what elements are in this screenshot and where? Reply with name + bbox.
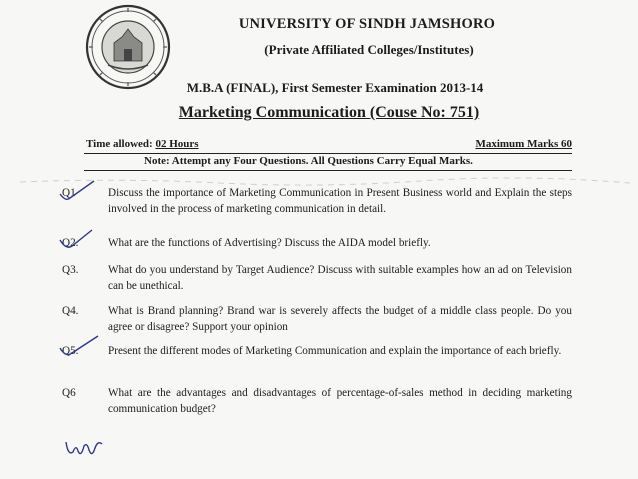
question-text: What is Brand planning? Brand war is severely affects the budget of a middle class people. Do you agree or disagree? Support your opinion — [108, 305, 572, 333]
question-text: Present the different modes of Marketing Communication and explain the importance of each briefly. — [108, 345, 562, 357]
university-name: UNIVERSITY OF SINDH JAMSHORO — [238, 16, 496, 32]
question-number: Q3. — [62, 264, 79, 276]
divider — [84, 170, 572, 171]
maximum-marks: Maximum Marks 60 — [475, 138, 572, 150]
time-value: 02 Hours — [155, 138, 199, 150]
question-text: What do you understand by Target Audience? Discuss with suitable examples how an ad on Television can be unethical. — [108, 264, 572, 292]
question-number: Q2. — [62, 237, 79, 249]
question-number: Q6 — [62, 387, 76, 399]
question-number: Q1 — [62, 187, 76, 199]
instructions-note: Note: Attempt any Four Questions. All Questions Carry Equal Marks. — [144, 155, 473, 167]
exam-meta — [84, 138, 572, 154]
question-number: Q4. — [62, 305, 79, 317]
question-number: Q5. — [62, 345, 79, 357]
exam-title: M.B.A (FINAL), First Semester Examination 2013-14 — [186, 80, 484, 95]
divider — [84, 153, 572, 154]
handwritten-initials-icon — [64, 434, 108, 462]
question-text: What are the advantages and disadvantages of percentage-of-sales method in deciding marketing communication budget? — [108, 387, 572, 415]
course-title: Marketing Communication (Couse No: 751) — [178, 104, 480, 121]
question-text: What are the functions of Advertising? Discuss the AIDA model briefly. — [108, 237, 431, 249]
time-label: Time allowed: — [86, 138, 156, 150]
affiliation-line: (Private Affiliated Colleges/Institutes) — [264, 42, 474, 57]
time-allowed — [86, 138, 199, 150]
question-text: Discuss the importance of Marketing Communication in Present Business world and Explain the steps involved in the process of marketing communication in detail. — [108, 187, 572, 215]
